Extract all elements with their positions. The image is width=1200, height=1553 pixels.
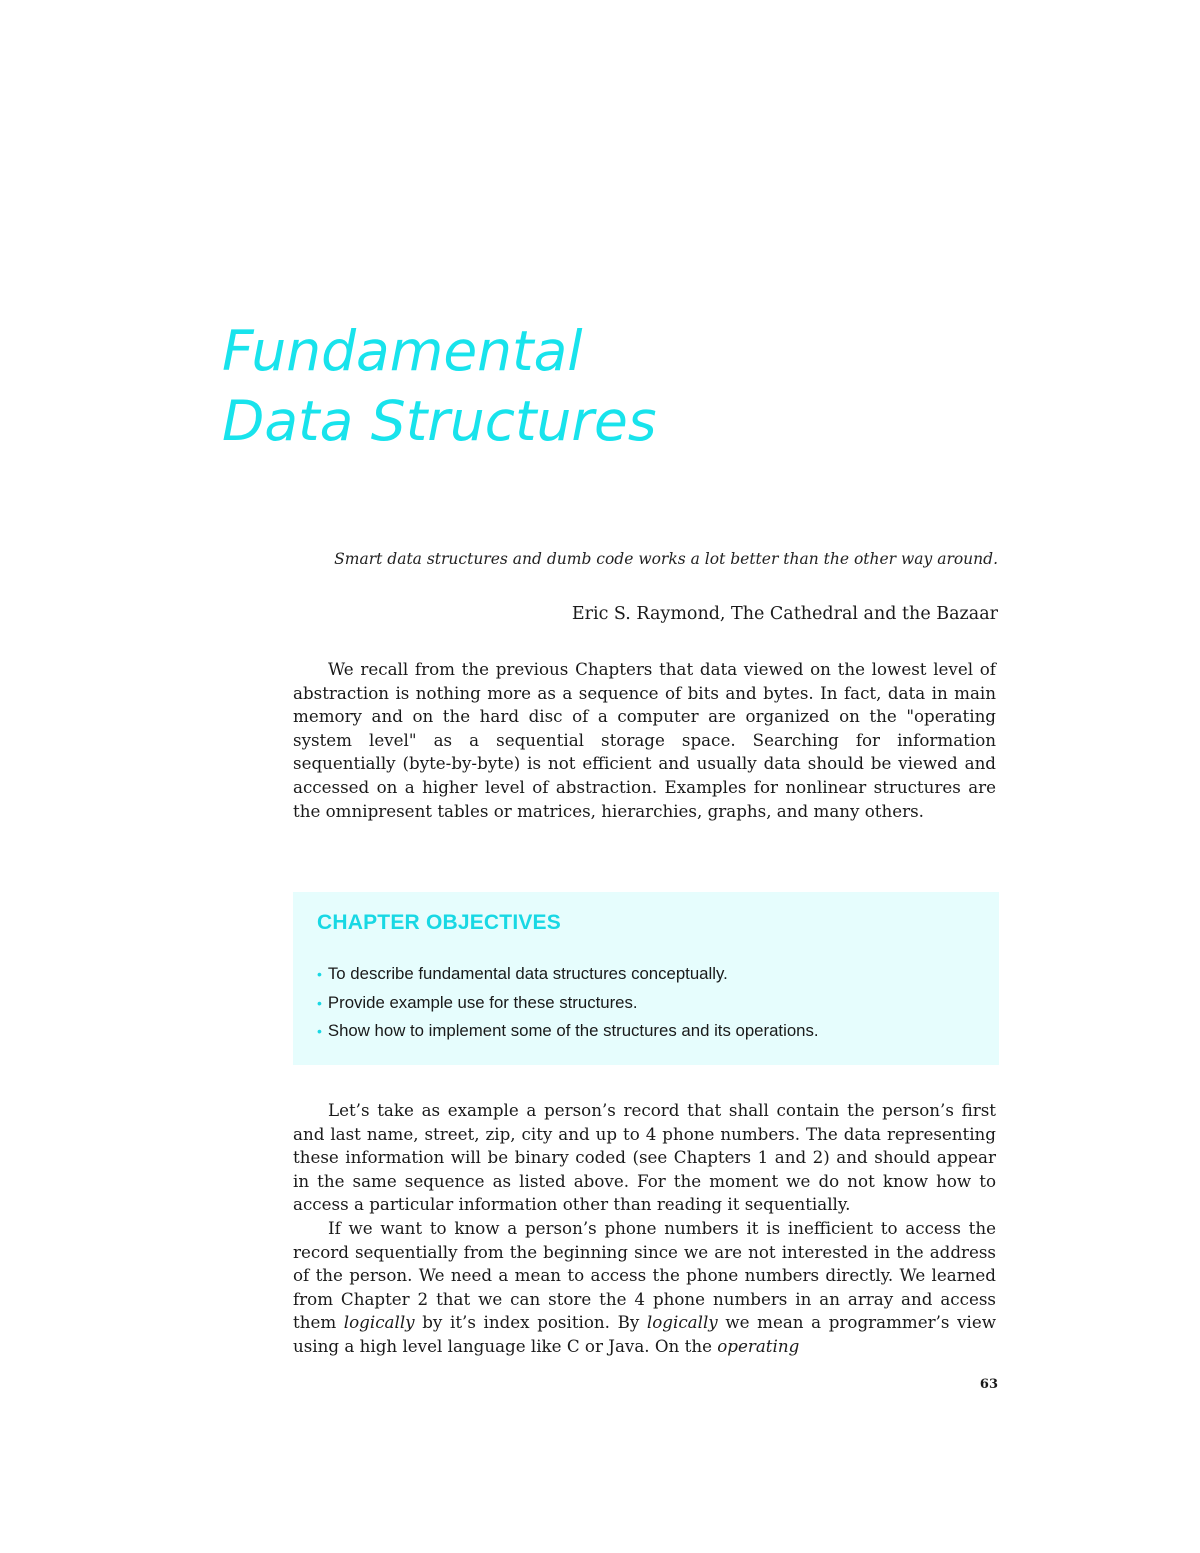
chapter-title-line-2: Data Structures	[222, 389, 657, 453]
objective-text: Show how to implement some of the structures and its operations.	[327, 1021, 819, 1040]
bullet-icon: •	[317, 966, 322, 982]
objectives-list	[317, 960, 975, 1046]
epigraph-attribution: Eric S. Raymond, The Cathedral and the Bazaar	[571, 604, 998, 624]
chapter-title-line-1: Fundamental	[222, 319, 583, 383]
intro-paragraph: We recall from the previous Chapters that data viewed on the lowest level of abstraction is nothing more as a sequence of bits and bytes. In fact, data in main memory and on the hard disc of a computer are organized on the "operating system level" as a sequential storage space. Searching for information sequentially (byte-by-byte) is not efficient and usually data should be viewed and accessed on a higher level of abstraction. Examples for nonlinear structures are the omnipresent tables or matrices, hierarchies, graphs, and many others.	[293, 659, 996, 821]
epigraph-quote: Smart data structures and dumb code works a lot better than the other way around.	[334, 550, 998, 568]
body-text: If we want to know a person’s phone numbers it is inefficient to access the record sequentially from the beginning since we are not interested in the address of the person. We need a mean to access the phone numbers directly. We learned from Chapter 2 that we can store the 4 phone numbers in an array and access them	[293, 1218, 996, 1333]
objective-item	[317, 1017, 975, 1046]
emphasis-text: logically	[646, 1312, 718, 1333]
page-number: 63	[979, 1377, 998, 1392]
body-paragraph: Let’s take as example a person’s record that shall contain the person’s first and last name, street, zip, city and up to 4 phone numbers. The data representing these information will be binary coded (see Chapters 1 and 2) and should appear in the same sequence as listed above. For the moment we do not know how to access a particular information other than reading it sequentially.	[293, 1100, 996, 1215]
bullet-icon: •	[317, 994, 322, 1011]
objective-item	[317, 989, 975, 1018]
objective-text: To describe fundamental data structures conceptually.	[327, 964, 728, 983]
objective-text: Provide example use for these structures.	[327, 992, 638, 1012]
body-paragraph	[293, 1217, 996, 1359]
objective-item	[317, 960, 975, 989]
bullet-icon: •	[317, 1023, 322, 1039]
emphasis-text: operating	[717, 1335, 800, 1356]
emphasis-text: logically	[343, 1312, 415, 1333]
body-text: we mean a programmer’s view using a high level language like C or Java. On the	[293, 1312, 996, 1356]
chapter-heading	[832, 266, 1002, 356]
objectives-title: CHAPTER OBJECTIVES	[317, 911, 561, 934]
chapter-title	[222, 316, 657, 456]
chapter-objectives-box	[293, 892, 999, 1065]
body-text: by it’s index position. By	[414, 1312, 647, 1333]
